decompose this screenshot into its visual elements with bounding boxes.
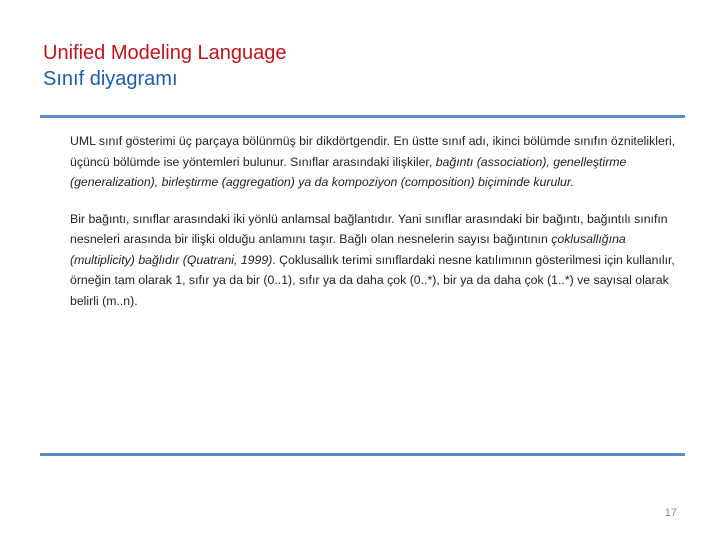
- slide-subtitle: Sınıf diyagramı: [43, 68, 178, 90]
- paragraph-2-italic-text: çoklusallığına (multiplicity) bağlıdır (Quatrani, 1999): [70, 232, 626, 267]
- paragraph-2-text-start: Bir bağıntı, sınıflar arasındaki iki yönlü anlamsal bağlantıdır. Yani sınıflar arasındaki bir bağıntı, bağıntılı sınıfın nesneleri arasında bir ilişki olduğu anlamını taşır. Bağlı olan nesnelerin sayısı bağıntının: [70, 211, 668, 246]
- paragraph-2: [70, 209, 690, 312]
- paragraph-1-text: UML sınıf gösterimi üç parçaya bölünmüş bir dikdörtgendir. En üstte sınıf adı, ikinci bölümde sınıfın öznitelikleri, üçüncü bölümde ise yöntemleri bulunur. Sınıflar arasındaki ilişkiler,: [70, 134, 676, 169]
- page-number: 17: [664, 507, 677, 519]
- title-block: [43, 40, 673, 92]
- paragraph-1: [70, 131, 690, 193]
- body-text: [70, 131, 690, 327]
- bottom-divider: [40, 453, 685, 456]
- top-divider: [40, 115, 685, 118]
- slide-title: Unified Modeling Language: [43, 42, 287, 64]
- paragraph-2-text-end: . Çoklusallık terimi sınıflardaki nesne katılımının gösterilmesi için kullanılır, örneğin tam olarak 1, sıfır ya da bir (0..1), sıfır ya da daha çok (0..*), bir ya da daha çok (1..*) ve sayısal olarak belirli (m..n).: [70, 252, 675, 308]
- paragraph-1-italic-text: bağıntı (association), genelleştirme (generalization), birleştirme (aggregation) ya da kompoziyon (composition) biçiminde kurulur.: [70, 154, 627, 189]
